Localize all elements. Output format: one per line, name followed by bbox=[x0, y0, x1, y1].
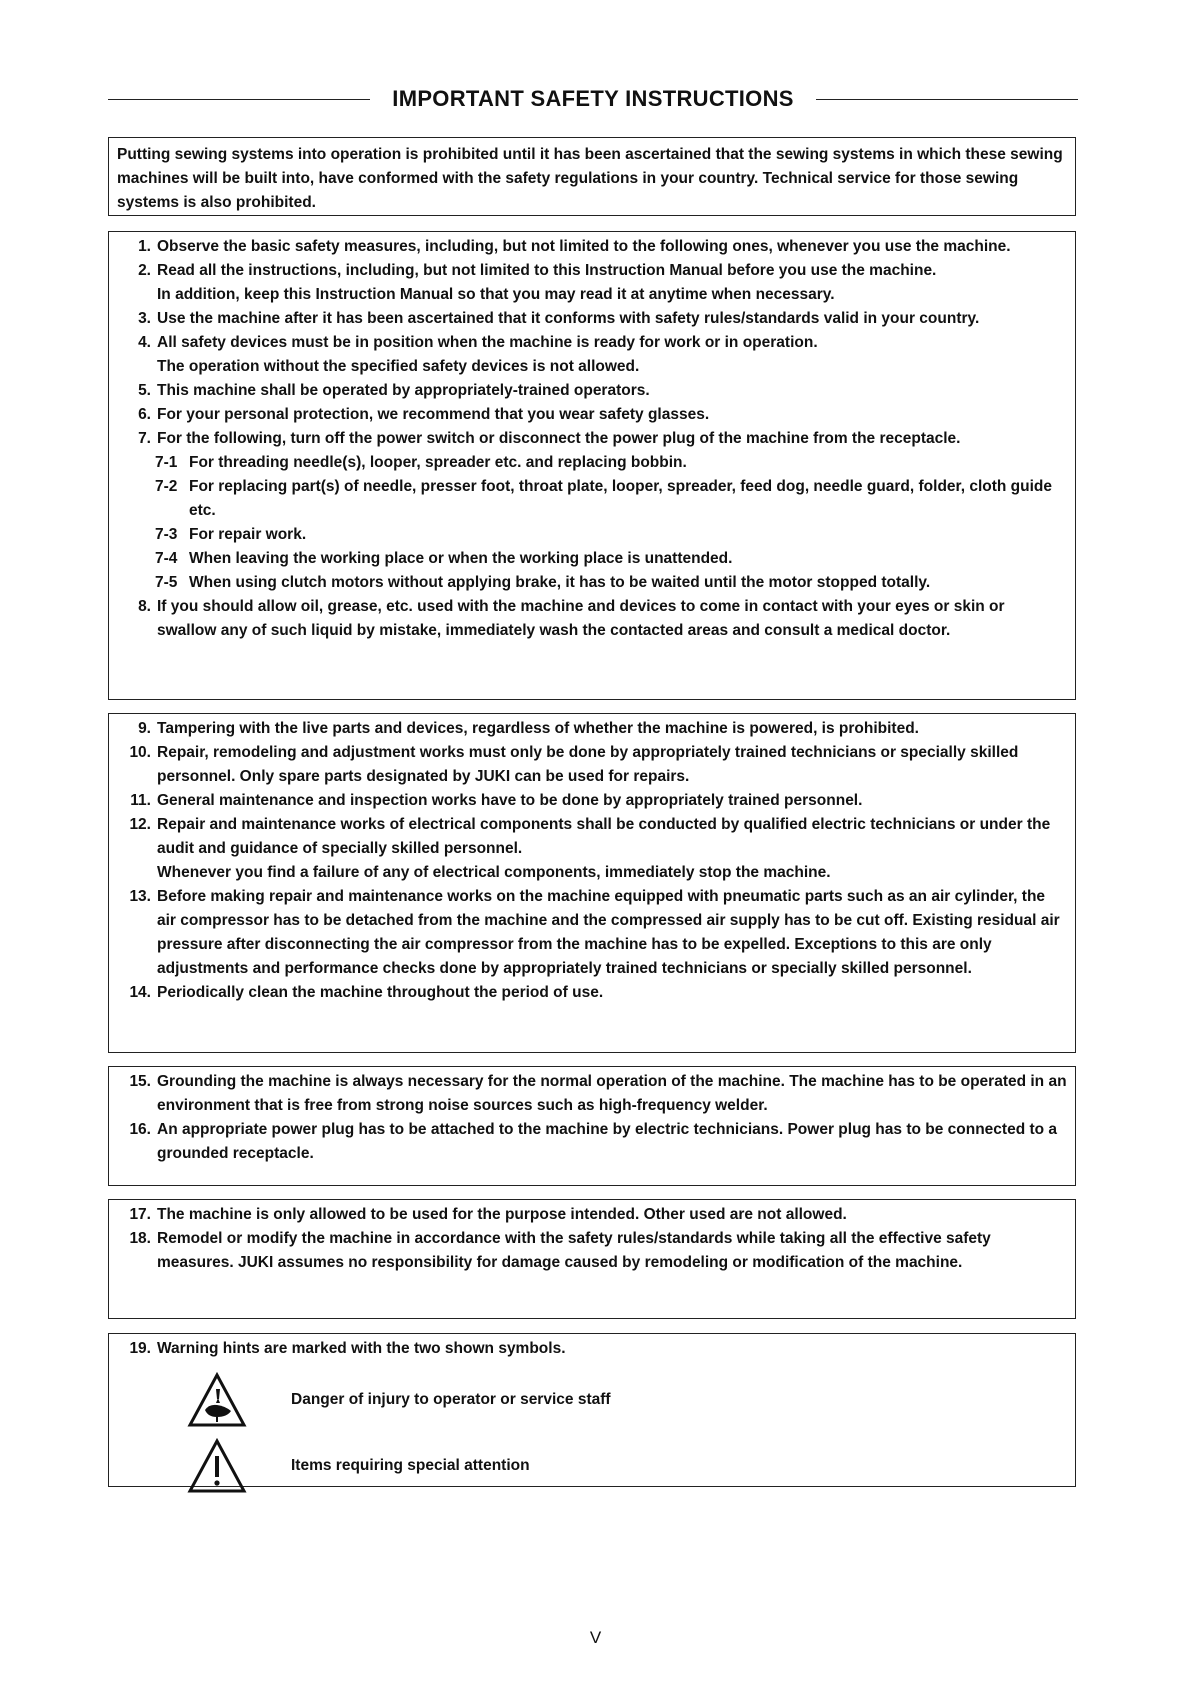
list-item bbox=[117, 1337, 1067, 1361]
sub-item-text: For repair work. bbox=[189, 526, 307, 543]
box-item-19-symbols bbox=[108, 1333, 1076, 1487]
sub-item-number: 7-5 bbox=[155, 574, 178, 591]
item-text: Warning hints are marked with the two shown symbols. bbox=[157, 1340, 566, 1357]
item-number: 11. bbox=[130, 792, 151, 809]
sub-item-number: 7-4 bbox=[155, 550, 178, 567]
sub-item-text: When using clutch motors without applying brake, it has to be waited until the motor stopped totally. bbox=[189, 574, 931, 591]
item-text: If you should allow oil, grease, etc. used with the machine and devices to come in contact with your eyes or skin or swallow any of such liquid by mistake, immediately wash the contacted areas and consult a medical doctor. bbox=[157, 598, 1005, 639]
title-rule-left bbox=[108, 99, 370, 100]
item-text: For your personal protection, we recommend that you wear safety glasses. bbox=[157, 406, 710, 423]
intro-text: Putting sewing systems into operation is prohibited until it has been ascertained that the sewing systems in which these sewing machines will be built into, have conformed with the safety regulations in your country. Technical service for those sewing systems is also prohibited. bbox=[117, 146, 1063, 211]
sub-item bbox=[117, 475, 1067, 523]
list-item bbox=[117, 235, 1067, 259]
list-item bbox=[117, 259, 1067, 283]
item-number: 16. bbox=[129, 1121, 151, 1138]
list-item bbox=[117, 379, 1067, 403]
item-number: 13. bbox=[129, 888, 151, 905]
sub-item-text: For replacing part(s) of needle, presser foot, throat plate, looper, spreader, feed dog, needle guard, folder, cloth guide etc. bbox=[189, 478, 1052, 519]
item-number: 10. bbox=[129, 744, 151, 761]
item-text: Tampering with the live parts and devices, regardless of whether the machine is powered, is prohibited. bbox=[157, 720, 919, 737]
intro-box bbox=[108, 137, 1076, 216]
box-items-17-18 bbox=[108, 1199, 1076, 1319]
item-number: 19. bbox=[129, 1340, 151, 1357]
item-number: 17. bbox=[129, 1206, 151, 1223]
item-continuation: The operation without the specified safety devices is not allowed. bbox=[157, 358, 640, 375]
item-text: The machine is only allowed to be used for the purpose intended. Other used are not allowed. bbox=[157, 1206, 847, 1223]
title-row bbox=[108, 84, 1078, 114]
list-item bbox=[117, 885, 1067, 981]
item-text: This machine shall be operated by appropriately-trained operators. bbox=[157, 382, 650, 399]
list-item bbox=[117, 1118, 1067, 1166]
list-item bbox=[117, 1227, 1067, 1275]
item-continuation: In addition, keep this Instruction Manual so that you may read it at anytime when necessary. bbox=[157, 286, 835, 303]
page-title: IMPORTANT SAFETY INSTRUCTIONS bbox=[392, 86, 794, 111]
list-item bbox=[117, 789, 1067, 813]
symbol-row-caution bbox=[187, 1433, 1067, 1499]
item-text: Observe the basic safety measures, including, but not limited to the following ones, whenever you use the machine. bbox=[157, 238, 1011, 255]
item-number: 8. bbox=[138, 598, 151, 615]
item-text: For the following, turn off the power switch or disconnect the power plug of the machine from the receptacle. bbox=[157, 430, 961, 447]
box-items-15-16 bbox=[108, 1066, 1076, 1186]
item-number: 4. bbox=[138, 334, 151, 351]
title-rule-right bbox=[816, 99, 1078, 100]
hand-hazard-triangle-icon bbox=[187, 1372, 247, 1428]
item-text: Repair, remodeling and adjustment works must only be done by appropriately trained technicians or specially skilled personnel. Only spare parts designated by JUKI can be used for repairs. bbox=[157, 744, 1019, 785]
list-item bbox=[117, 307, 1067, 331]
page-number: V bbox=[589, 1628, 602, 1647]
list-item bbox=[117, 1070, 1067, 1118]
item-text: Remodel or modify the machine in accordance with the safety rules/standards while taking all the effective safety measures. JUKI assumes no responsibility for damage caused by remodeling or modification of the machine. bbox=[157, 1230, 991, 1271]
item-text: An appropriate power plug has to be attached to the machine by electric technicians. Power plug has to be connected to a grounded receptacle. bbox=[157, 1121, 1058, 1162]
item-number: 1. bbox=[138, 238, 151, 255]
sub-item-text: When leaving the working place or when the working place is unattended. bbox=[189, 550, 733, 567]
sub-item bbox=[117, 523, 1067, 547]
list-item bbox=[117, 813, 1067, 861]
item-text: Read all the instructions, including, but not limited to this Instruction Manual before you use the machine. bbox=[157, 262, 937, 279]
list-item bbox=[117, 427, 1067, 451]
sub-item bbox=[117, 547, 1067, 571]
list-item bbox=[117, 331, 1067, 355]
sub-item-number: 7-1 bbox=[155, 454, 178, 471]
item-number: 5. bbox=[138, 382, 151, 399]
item-number: 7. bbox=[138, 430, 151, 447]
sub-item-text: For threading needle(s), looper, spreader etc. and replacing bobbin. bbox=[189, 454, 687, 471]
item-number: 15. bbox=[129, 1073, 151, 1090]
box-items-9-14 bbox=[108, 713, 1076, 1053]
symbol-row-danger bbox=[187, 1367, 1067, 1433]
exclamation-triangle-icon bbox=[187, 1438, 247, 1494]
item-number: 6. bbox=[138, 406, 151, 423]
item-text: General maintenance and inspection works have to be done by appropriately trained personnel. bbox=[157, 792, 863, 809]
item-number: 18. bbox=[129, 1230, 151, 1247]
item-number: 12. bbox=[129, 816, 151, 833]
list-item bbox=[117, 717, 1067, 741]
sub-item-number: 7-2 bbox=[155, 478, 178, 495]
box-items-1-8 bbox=[108, 231, 1076, 700]
item-text: Periodically clean the machine throughout the period of use. bbox=[157, 984, 604, 1001]
item-text: Repair and maintenance works of electrical components shall be conducted by qualified electric technicians or under the audit and guidance of specially skilled personnel. bbox=[157, 816, 1051, 857]
item-continuation: Whenever you find a failure of any of electrical components, immediately stop the machine. bbox=[157, 864, 831, 881]
list-item bbox=[117, 595, 1067, 643]
item-number: 9. bbox=[138, 720, 151, 737]
list-item bbox=[117, 403, 1067, 427]
list-item bbox=[117, 741, 1067, 789]
sub-item bbox=[117, 571, 1067, 595]
list-item bbox=[117, 1203, 1067, 1227]
symbol-text-danger: Danger of injury to operator or service staff bbox=[291, 1391, 611, 1408]
sub-item-number: 7-3 bbox=[155, 526, 178, 543]
item-text: Use the machine after it has been ascertained that it conforms with safety rules/standards valid in your country. bbox=[157, 310, 980, 327]
item-number: 3. bbox=[138, 310, 151, 327]
item-number: 14. bbox=[129, 984, 151, 1001]
item-text: Before making repair and maintenance works on the machine equipped with pneumatic parts such as an air cylinder, the air compressor has to be detached from the machine and the compressed air supply has to be cut off. Existing residual air pressure after disconnecting the air compressor from the machine has to be expelled. Exceptions to this are only adjustments and performance checks done by appropriately trained technicians or specially skilled personnel. bbox=[157, 888, 1060, 977]
list-item bbox=[117, 981, 1067, 1005]
sub-item bbox=[117, 451, 1067, 475]
item-text: Grounding the machine is always necessary for the normal operation of the machine. The machine has to be operated in an environment that is free from strong noise sources such as high-frequency welder. bbox=[157, 1073, 1067, 1114]
symbol-text-caution: Items requiring special attention bbox=[291, 1457, 530, 1474]
item-number: 2. bbox=[138, 262, 151, 279]
item-text: All safety devices must be in position when the machine is ready for work or in operation. bbox=[157, 334, 818, 351]
